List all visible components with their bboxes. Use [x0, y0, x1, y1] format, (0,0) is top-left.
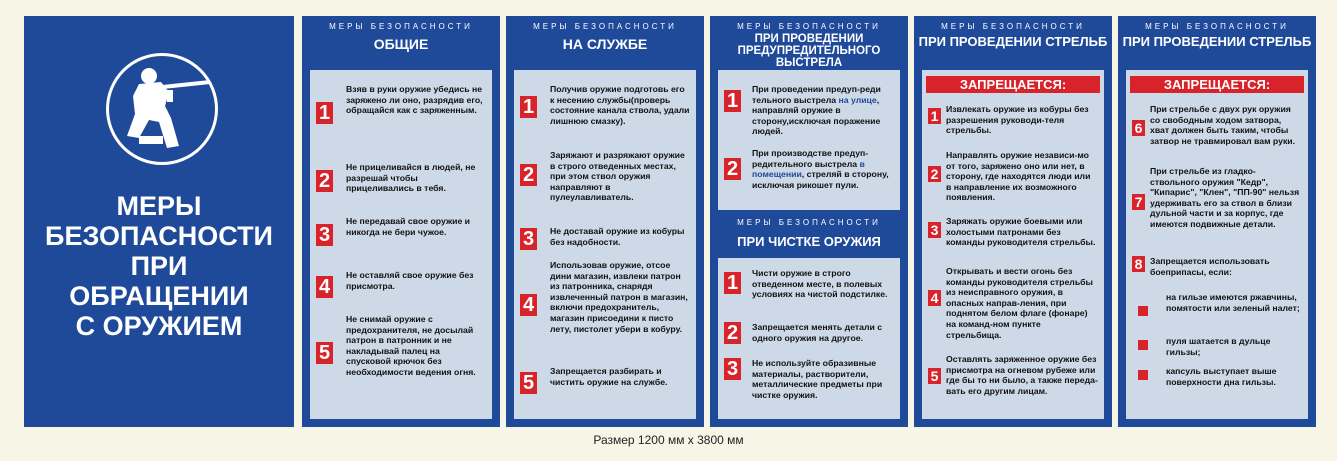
rule-number: 1	[724, 272, 741, 294]
rule-number: 5	[928, 368, 941, 384]
main-title-line: ОБРАЩЕНИИ	[69, 281, 249, 311]
section-title: НА СЛУЖБЕ	[562, 36, 648, 52]
main-title	[24, 191, 294, 341]
rule-text-part: , направляй оружие в сторону,исключая поражение людей.	[752, 94, 881, 137]
section-body	[310, 70, 492, 419]
rule-number: 2	[520, 164, 537, 186]
main-title-line: С ОРУЖИЕМ	[75, 311, 243, 341]
rule-number: 6	[1132, 120, 1145, 136]
rule-number: 2	[724, 322, 741, 344]
main-title-line: МЕРЫ	[116, 191, 202, 221]
section-body	[922, 70, 1104, 419]
subsection-subtitle: МЕРЫ БЕЗОПАСНОСТИ	[737, 218, 881, 227]
rule-text: Извлекать оружие из кобуры без разрешения руководи-теля стрельбы.	[946, 104, 1089, 136]
section-title: ПРИ ПРОВЕДЕНИИ СТРЕЛЬБ	[918, 34, 1108, 49]
rule-text: Не используйте образивные материалы, растворители, металлические предметы при чистке оружия.	[752, 358, 883, 400]
section-header	[1118, 16, 1316, 49]
rule-number: 2	[316, 170, 333, 192]
bullet-square	[1138, 340, 1148, 350]
section-warning-shot	[710, 16, 908, 427]
section-body	[718, 70, 900, 210]
section-title: ПРИ ПРОВЕДЕНИИ ПРЕДУПРЕДИТЕЛЬНОГО ВЫСТРЕЛА	[737, 33, 881, 69]
section-subtitle: МЕРЫ БЕЗОПАСНОСТИ	[329, 22, 473, 31]
soldier-emblem	[106, 53, 218, 165]
rule-text: Оставлять заряженное оружие без присмотра на огневом рубеже или где бы то ни было, а также переда-вать его другим лицам.	[946, 354, 1098, 396]
prohibited-banner: ЗАПРЕЩАЕТСЯ:	[926, 76, 1100, 93]
rule-number: 5	[316, 342, 333, 364]
rule-text-highlight: на улице	[838, 94, 877, 105]
rule-text: Запрещается менять детали с одного оружия на другое.	[752, 322, 883, 343]
main-title-line: БЕЗОПАСНОСТИ	[45, 221, 273, 251]
rule-text: Взяв в руки оружие убедись не заряжено ли оно, разрядив его, обращайся как с заряженным.	[346, 84, 483, 116]
size-caption: Размер 1200 мм х 3800 мм	[593, 433, 744, 447]
rule-text: При стрельбе с двух рук оружия со свободным ходом затвора, хват должен быть таким, чтобы затвор не травмировал вам руки.	[1150, 104, 1296, 146]
safety-stand	[24, 16, 1324, 427]
title-panel	[24, 16, 294, 427]
rule-number: 4	[316, 276, 333, 298]
section-general	[302, 16, 500, 427]
section-body	[1126, 70, 1308, 419]
rule-number: 1	[928, 108, 941, 124]
rule-number: 7	[1132, 194, 1145, 210]
subsection-title: ПРИ ЧИСТКЕ ОРУЖИЯ	[737, 234, 881, 249]
rule-text: Не доставай оружие из кобуры без надобности.	[550, 226, 685, 247]
section-subtitle: МЕРЫ БЕЗОПАСНОСТИ	[941, 22, 1085, 31]
subsection-body	[718, 258, 900, 419]
rule-number: 1	[316, 102, 333, 124]
section-shooting-1	[914, 16, 1112, 427]
rule-text: Не прицеливайся в людей, не разрешай чтобы прицеливались в тебя.	[346, 162, 476, 194]
bullet-text: на гильзе имеются ржавчины, помятости или зеленый налет;	[1166, 292, 1300, 313]
section-service	[506, 16, 704, 427]
rule-number: 1	[520, 96, 537, 118]
section-shooting-2	[1118, 16, 1316, 427]
rule-number: 3	[316, 224, 333, 246]
rule-text: Использовав оружие, отсое дини магазин, извлеки патрон из патронника, снарядя извлеченный патрон в магазин, включи предохранитель, магазин присоедини к писто лету, пистолет убери в кобуру.	[550, 260, 688, 334]
subsection-header	[710, 212, 908, 249]
section-subtitle: МЕРЫ БЕЗОПАСНОСТИ	[737, 22, 881, 31]
rule-text: Не оставляй свое оружие без присмотра.	[346, 270, 474, 291]
rule-text	[752, 148, 894, 190]
rule-number: 3	[520, 228, 537, 250]
rule-number: 4	[928, 290, 941, 306]
soldier-with-rifle-icon	[109, 56, 215, 162]
prohibited-banner: ЗАПРЕЩАЕТСЯ:	[1130, 76, 1304, 93]
rule-text-part: При производстве предуп-редительного выстрела	[752, 148, 869, 169]
section-subtitle: МЕРЫ БЕЗОПАСНОСТИ	[533, 22, 677, 31]
section-header	[914, 16, 1112, 49]
section-title: ПРИ ПРОВЕДЕНИИ СТРЕЛЬБ	[1122, 34, 1312, 49]
rule-text: Открывать и вести огонь без команды руководителя стрельбы из неисправного оружия, в опасных направ-ления, при поднятом белом флаге (фонаре) на команд-ном пункте стрельбища.	[946, 266, 1093, 340]
rule-text: Запрещается разбирать и чистить оружие на службе.	[550, 366, 668, 387]
section-header	[302, 16, 500, 51]
section-title: ОБЩИЕ	[373, 36, 429, 52]
bullet-square	[1138, 306, 1148, 316]
rule-number: 1	[724, 90, 741, 112]
bullet-square	[1138, 370, 1148, 380]
rule-number: 4	[520, 294, 537, 316]
rule-text: Заряжают и разряжают оружие в строго отведенных местах, при этом ствол оружия направляют в пулеулавливатель.	[550, 150, 685, 203]
rule-number: 3	[928, 222, 941, 238]
rule-number: 3	[724, 358, 741, 380]
rule-text: Не снимай оружие с предохранителя, не досылай патрон в патронник и не накладывай палец на спусковой крючок без необходимости ведения огня.	[346, 314, 476, 377]
rule-text: Запрещается использовать боеприпасы, если:	[1150, 256, 1270, 277]
rule-text-part: При проведении предуп-реди тельного выстрела	[752, 84, 881, 105]
section-header	[506, 16, 704, 51]
rule-text: Направлять оружие независи-мо от того, заряжено оно или нет, в сторону, где находятся люди или в направление их возможного появления.	[946, 150, 1091, 203]
rule-text-highlight: в помещении	[752, 158, 865, 180]
rule-text: При стрельбе из гладко-ствольного оружия "Кедр", "Кипарис", "Клен", "ПП-90" нельзя удерживать его за ствол в близи дульной части и за корпус, где имеются подвижные детали.	[1150, 166, 1300, 229]
bullet-text: пуля шатается в дульце гильзы;	[1166, 336, 1271, 357]
bullet-text: капсуль выступает выше поверхности дна гильзы.	[1166, 366, 1277, 387]
rule-text: Не передавай свое оружие и никогда не бери чужое.	[346, 216, 471, 237]
section-header	[710, 16, 908, 69]
rule-text: Чисти оружие в строго отведенном месте, в полевых условиях на чистой подстилке.	[752, 268, 888, 300]
rule-text: Получив оружие подготовь его к несению службы(проверь состояние канала ствола, удали лишнюю смазку).	[550, 84, 690, 126]
rule-number: 2	[928, 166, 941, 182]
rule-text-part: , стреляй в сторону, исключая рикошет пули.	[752, 169, 889, 190]
rule-number: 2	[724, 158, 741, 180]
main-title-line: ПРИ	[130, 251, 188, 281]
rule-text	[752, 84, 894, 137]
rule-number: 5	[520, 372, 537, 394]
section-body	[514, 70, 696, 419]
section-subtitle: МЕРЫ БЕЗОПАСНОСТИ	[1145, 22, 1289, 31]
rule-number: 8	[1132, 256, 1145, 272]
rule-text: Заряжать оружие боевыми или холостыми патронами без команды руководителя стрельбы.	[946, 216, 1096, 248]
